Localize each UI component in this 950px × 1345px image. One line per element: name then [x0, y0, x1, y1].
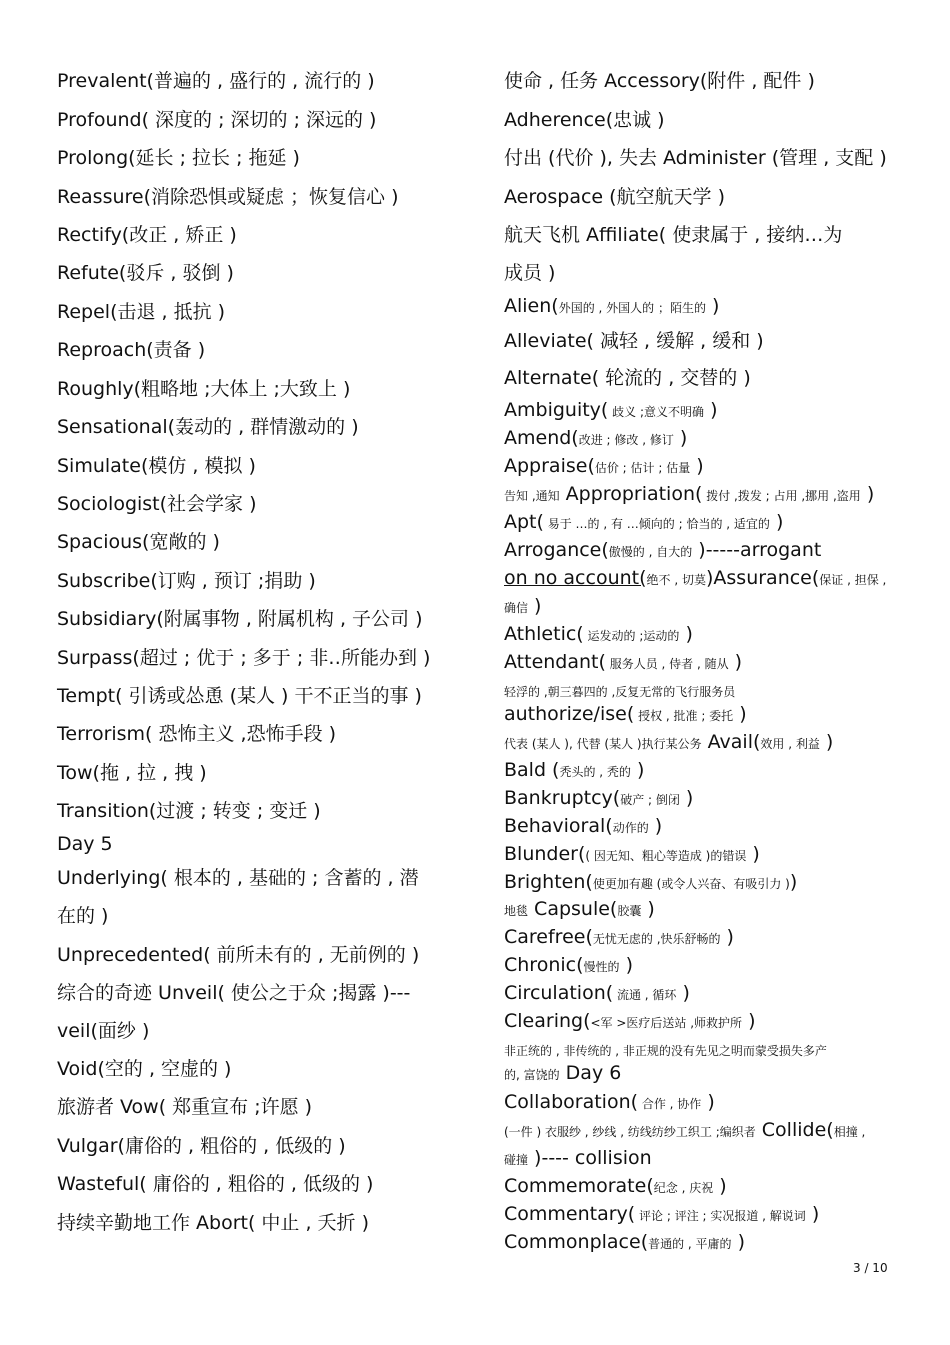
left-line: [57, 943, 419, 967]
definition-note: 碰撞: [504, 1153, 529, 1167]
entry-text: Tempt( 引诱或怂恿 (某人 ) 干不正当的事 ): [57, 685, 422, 707]
entry-text: Subscribe(订购 , 预订 ;捐助 ): [57, 570, 316, 592]
definition-note: 非正统的 , 非传统的 , 非正规的没有先见之明而蒙受损失多产: [504, 1044, 827, 1058]
left-line: [57, 492, 257, 516]
right-line: [504, 953, 633, 979]
definition-note: 绝不 , 切莫: [646, 573, 706, 587]
entry-text: Reassure(消除恐惧或疑虑 ；恢复信心 ): [57, 186, 399, 208]
definition-note: <军 >医疗后送站 ,师救护所: [590, 1016, 743, 1030]
entry-text: Alien(: [504, 295, 559, 317]
right-line: [504, 146, 887, 170]
entry-text: Aerospace (航空航天学 ): [504, 186, 726, 208]
entry-text: Alternate( 轮流的 , 交替的 ): [504, 367, 751, 389]
definition-note: 相撞 ,: [833, 1125, 866, 1139]
definition-note: 改进 ; 修改 , 修订: [578, 433, 674, 447]
entry-text: authorize/ise(: [504, 703, 635, 725]
entry-text: Refute(驳斥 , 驳倒 ): [57, 262, 234, 284]
definition-note: 运发动的 ;运动的: [583, 629, 680, 643]
left-line: [57, 415, 359, 439]
entry-text: Profound( 深度的 ; 深切的 ; 深远的 ): [57, 109, 377, 131]
entry-text: ): [679, 787, 694, 809]
entry-text: )-----arrogant: [692, 539, 822, 561]
entry-text: 航天飞机 Affiliate( 使隶属于 , 接纳…为: [504, 224, 843, 246]
entry-text: ): [704, 399, 718, 421]
left-line: [57, 1019, 149, 1043]
entry-text: 旅游者 Vow( 郑重宣布 ;许愿 ): [57, 1096, 313, 1118]
entry-text: Day 5: [57, 833, 113, 855]
left-line: [57, 1172, 373, 1196]
entry-text: Collide(: [755, 1119, 834, 1141]
entry-text: Arrogance(: [504, 539, 609, 561]
left-line: [57, 1057, 231, 1081]
entry-text: 综合的奇迹 Unveil( 使公之于众 ;揭露 )---: [57, 982, 411, 1004]
definition-note: 拨付 ,拨发 ; 占用 ,挪用 ,盗用: [702, 489, 861, 503]
entry-text: ): [641, 898, 655, 920]
definition-note: 外国的 , 外国人的 ；陌生的: [558, 301, 706, 315]
definition-note: 纪念 , 庆祝: [653, 1181, 714, 1195]
definition-note: 傲慢的 , 自大的: [608, 545, 693, 559]
definition-note: 地毯: [504, 904, 529, 918]
left-line: [57, 146, 300, 170]
right-line: [504, 678, 735, 704]
right-line: [504, 594, 541, 620]
entry-text: Sociologist(社会学家 ): [57, 493, 257, 515]
entry-text: Unprecedented( 前所未有的 , 无前例的 ): [57, 944, 420, 966]
right-line: [504, 622, 693, 648]
entry-text: Ambiguity(: [504, 399, 609, 421]
right-line: [504, 223, 842, 247]
left-line: [57, 1211, 369, 1235]
entry-text: Reproach(责备 ): [57, 339, 206, 361]
page-number: 3 / 10: [853, 1261, 888, 1275]
entry-text: ): [720, 926, 734, 948]
right-line: [504, 870, 797, 896]
entry-text: Appraise(: [504, 455, 595, 477]
right-line: [504, 758, 644, 784]
right-line: [504, 69, 815, 93]
entry-text: Vulgar(庸俗的 , 粗俗的 , 低级的 ): [57, 1135, 346, 1157]
left-line: [57, 108, 376, 132]
entry-text: Carefree(: [504, 926, 593, 948]
entry-text: ): [705, 295, 720, 317]
right-line: [504, 1037, 827, 1063]
entry-text: ): [701, 1091, 715, 1113]
left-line: [57, 832, 113, 856]
entry-text: ): [690, 455, 704, 477]
entry-text: ): [528, 595, 542, 617]
entry-text: ): [630, 759, 645, 781]
entry-text: Apt(: [504, 511, 544, 533]
left-line: [57, 530, 220, 554]
entry-text: on no account(: [504, 567, 647, 589]
entry-text: ): [648, 815, 663, 837]
right-line: [504, 482, 874, 508]
entry-text: )---- collision: [528, 1147, 652, 1169]
right-line: [504, 538, 821, 564]
entry-text: Spacious(宽敞的 ): [57, 531, 220, 553]
entry-text: Simulate(模仿 , 模拟 ): [57, 455, 256, 477]
right-line: [504, 1009, 756, 1035]
right-line: [504, 329, 764, 353]
entry-text: ): [673, 427, 688, 449]
right-line: [504, 261, 555, 285]
entry-text: Attendant(: [504, 651, 606, 673]
entry-text: Surpass(超过 ; 优于 ; 多于 ; 非‥所能办到 ): [57, 647, 431, 669]
definition-note: 合作 , 协作: [638, 1097, 702, 1111]
entry-text: ): [676, 982, 690, 1004]
right-line: [504, 730, 833, 756]
definition-note: 破产 ; 倒闭: [620, 793, 680, 807]
definition-note: 评论 ; 评注 ; 实况报道 , 解说词: [635, 1209, 806, 1223]
right-line: [504, 1230, 745, 1256]
right-line: [504, 814, 662, 840]
left-line: [57, 646, 430, 670]
entry-text: 使命 , 任务 Accessory(附件 , 配件 ): [504, 70, 815, 92]
entry-text: ): [742, 1010, 756, 1032]
entry-text: Circulation(: [504, 982, 614, 1004]
left-line: [57, 1095, 312, 1119]
right-line: [504, 185, 725, 209]
entry-text: Collaboration(: [504, 1091, 639, 1113]
definition-note: 无忧无虑的 ,快乐舒畅的: [592, 932, 721, 946]
entry-text: ): [619, 954, 633, 976]
right-line: [504, 1090, 715, 1116]
definition-note: 服务人员 , 侍者 , 随从: [605, 657, 729, 671]
entry-text: ): [728, 651, 743, 673]
entry-text: ): [731, 1231, 746, 1253]
right-line: [504, 897, 655, 923]
right-line: [504, 398, 717, 424]
definition-note: 轻浮的 ,朝三暮四的 ,反复无常的飞行服务员: [504, 685, 736, 699]
right-line: [504, 426, 687, 452]
entry-text: Roughly(粗略地 ;大体上 ;大致上 ): [57, 378, 351, 400]
right-line: [504, 1146, 652, 1172]
right-line: [504, 981, 690, 1007]
entry-text: Capsule(: [528, 898, 618, 920]
right-line: [504, 454, 704, 480]
entry-text: )Assurance(: [705, 567, 820, 589]
definition-note: 估价 ; 估计 ; 估量: [594, 461, 691, 475]
entry-text: 持续辛勤地工作 Abort( 中止 , 夭折 ): [57, 1212, 370, 1234]
definition-note: 胶囊: [617, 904, 642, 918]
entry-text: Terrorism( 恐怖主义 ,恐怖手段 ): [57, 723, 337, 745]
definition-note: 告知 ,通知: [504, 489, 560, 503]
definition-note: 慢性的: [583, 960, 620, 974]
left-line: [57, 799, 321, 823]
definition-note: 秃头的 , 秃的: [559, 765, 631, 779]
left-line: [57, 261, 234, 285]
entry-text: 付出 (代价 ), 失去 Administer (管理 , 支配 ): [504, 147, 887, 169]
definition-note: 流通 , 循环: [613, 988, 677, 1002]
right-line: [504, 925, 734, 951]
entry-text: Brighten(: [504, 871, 593, 893]
left-line: [57, 300, 225, 324]
entry-text: Wasteful( 庸俗的 , 粗俗的 , 低级的 ): [57, 1173, 374, 1195]
entry-text: ): [713, 1175, 727, 1197]
definition-note: 保证 , 担保 ,: [819, 573, 887, 587]
entry-text: Prolong(延长 ; 拉长 ; 拖延 ): [57, 147, 300, 169]
left-line: [57, 904, 108, 928]
left-line: [57, 69, 375, 93]
entry-text: Amend(: [504, 427, 579, 449]
entry-text: Day 6: [559, 1062, 622, 1084]
entry-text: Repel(击退 , 抵抗 ): [57, 301, 226, 323]
left-line: [57, 223, 237, 247]
entry-text: ): [746, 843, 760, 865]
entry-text: Behavioral(: [504, 815, 613, 837]
entry-text: Void(空的 , 空虚的 ): [57, 1058, 232, 1080]
right-line: [504, 366, 751, 390]
left-line: [57, 338, 205, 362]
entry-text: Underlying( 根本的 , 基础的 ; 含蓄的 , 潜: [57, 867, 419, 889]
entry-text: 成员 ): [504, 262, 556, 284]
entry-text: Commemorate(: [504, 1175, 654, 1197]
left-line: [57, 981, 410, 1005]
right-line: [504, 786, 693, 812]
right-line: [504, 566, 886, 592]
right-line: [504, 294, 719, 320]
entry-text: ): [733, 703, 747, 725]
right-line: [504, 650, 742, 676]
definition-note: 普通的 , 平庸的: [648, 1237, 732, 1251]
right-line: [504, 108, 665, 132]
left-line: [57, 607, 422, 631]
left-line: [57, 866, 419, 890]
definition-note: 效用 , 利益: [760, 737, 820, 751]
left-line: [57, 185, 399, 209]
definition-note: 动作的: [612, 821, 649, 835]
entry-text: Subsidiary(附属事物 , 附属机构 , 子公司 ): [57, 608, 423, 630]
entry-text: ): [860, 483, 875, 505]
definition-note: 歧义 ;意义不明确: [608, 405, 705, 419]
entry-text: ): [789, 871, 798, 893]
entry-text: Appropriation(: [559, 483, 703, 505]
entry-text: Bald (: [504, 759, 560, 781]
definition-note: 的, 富饶的: [504, 1068, 560, 1082]
right-line: [504, 510, 783, 536]
entry-text: Avail(: [701, 731, 761, 753]
definition-note: (一件 ) 衣服纱 , 纱线 , 纺线纺纱工织工 ;编织者: [504, 1125, 756, 1139]
definition-note: 授权 , 批准 ; 委托: [634, 709, 734, 723]
entry-text: 在的 ): [57, 905, 109, 927]
right-line: [504, 842, 760, 868]
left-line: [57, 454, 256, 478]
entry-text: ): [769, 511, 784, 533]
right-line: [504, 1061, 621, 1087]
entry-text: ): [805, 1203, 820, 1225]
entry-text: Transition(过渡 ; 转变 ; 变迁 ): [57, 800, 321, 822]
left-line: [57, 1134, 346, 1158]
definition-note: 代表 (某人 ), 代替 (某人 )执行某公务: [504, 737, 702, 751]
definition-note: 确信: [504, 601, 529, 615]
definition-note: ( 因无知、粗心等造成 )的错误: [585, 849, 747, 863]
entry-text: Bankruptcy(: [504, 787, 621, 809]
entry-text: Tow(拖 , 拉 , 拽 ): [57, 762, 207, 784]
entry-text: Sensational(轰动的 , 群情激动的 ): [57, 416, 359, 438]
left-line: [57, 684, 422, 708]
entry-text: Commonplace(: [504, 1231, 649, 1253]
left-line: [57, 569, 316, 593]
left-line: [57, 761, 207, 785]
entry-text: Prevalent(普遍的 , 盛行的 , 流行的 ): [57, 70, 375, 92]
entry-text: ): [679, 623, 693, 645]
entry-text: Rectify(改正 , 矫正 ): [57, 224, 237, 246]
right-line: [504, 1118, 865, 1144]
entry-text: ): [819, 731, 834, 753]
left-line: [57, 722, 336, 746]
entry-text: Blunder(: [504, 843, 586, 865]
definition-note: 使更加有趣 (或令人兴奋、有吸引力 ): [592, 877, 790, 891]
entry-text: Clearing(: [504, 1010, 591, 1032]
definition-note: 易于 …的 , 有 …倾向的 ; 恰当的 , 适宜的: [543, 517, 770, 531]
entry-text: Athletic(: [504, 623, 584, 645]
left-line: [57, 377, 350, 401]
right-line: [504, 1174, 727, 1200]
entry-text: Alleviate( 减轻 , 缓解 , 缓和 ): [504, 330, 764, 352]
entry-text: Commentary(: [504, 1203, 636, 1225]
entry-text: Adherence(忠诚 ): [504, 109, 665, 131]
right-line: [504, 702, 747, 728]
right-line: [504, 1202, 819, 1228]
entry-text: veil(面纱 ): [57, 1020, 150, 1042]
entry-text: Chronic(: [504, 954, 584, 976]
